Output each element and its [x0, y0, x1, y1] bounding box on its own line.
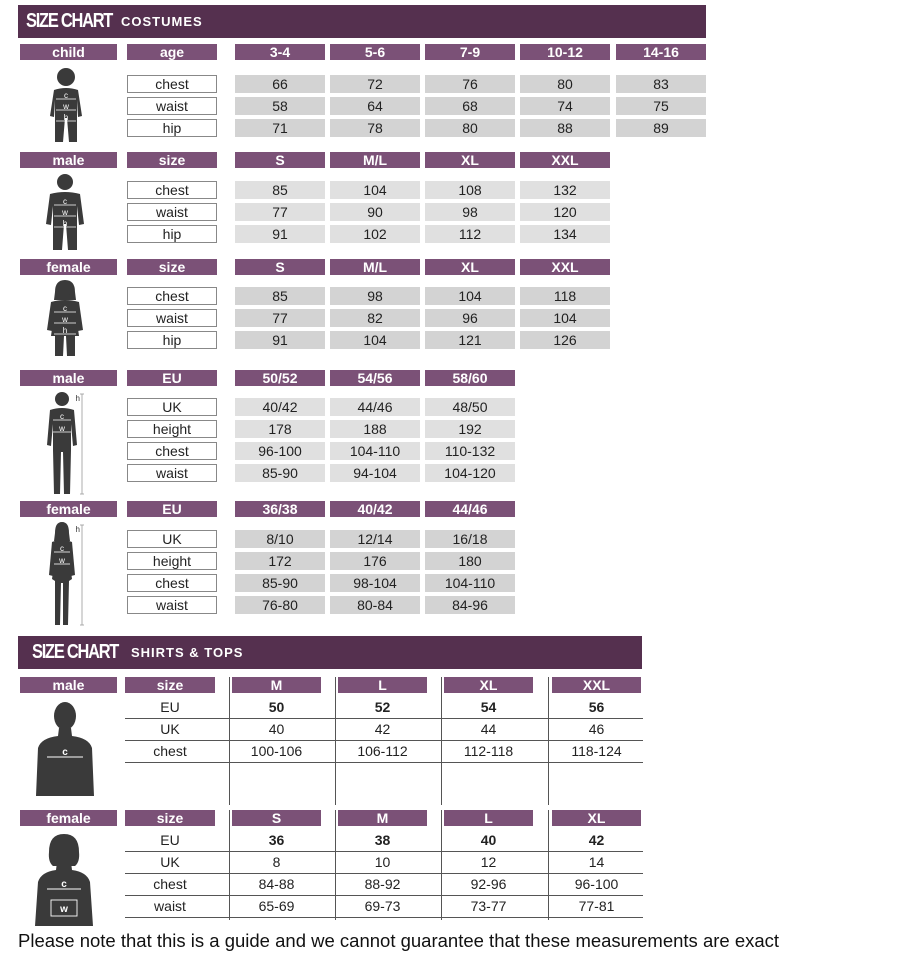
value-cell: 104	[330, 331, 420, 349]
value-cell: 66	[235, 75, 325, 93]
size-header: XXL	[520, 259, 610, 275]
value-cell: 91	[235, 225, 325, 243]
child-figure-c: c	[64, 91, 68, 100]
value-cell: 112	[425, 225, 515, 243]
value-cell: 54	[480, 699, 497, 715]
size-header: XXL	[520, 152, 610, 168]
group-label: male	[20, 370, 117, 386]
value-cell: 12	[480, 854, 497, 870]
size-header: XL	[552, 810, 641, 826]
value-cell: 104	[520, 309, 610, 327]
male-figure-w: w	[62, 208, 68, 217]
row-label: hip	[127, 225, 217, 243]
value-cell: 96-100	[574, 876, 619, 892]
value-cell: 72	[330, 75, 420, 93]
female-figure-w: w	[62, 315, 68, 324]
value-cell: 71	[235, 119, 325, 137]
size-header: 58/60	[425, 370, 515, 386]
size-header: 14-16	[616, 44, 706, 60]
header-label: EU	[127, 501, 217, 517]
value-cell: 85-90	[235, 464, 325, 482]
value-cell: 12/14	[330, 530, 420, 548]
row-label: height	[127, 420, 217, 438]
value-cell: 8	[272, 854, 281, 870]
value-cell: 89	[616, 119, 706, 137]
size-header: L	[338, 677, 427, 693]
header-label: size	[127, 152, 217, 168]
row-label: waist	[127, 97, 217, 115]
value-cell: 94-104	[330, 464, 420, 482]
value-cell: 46	[588, 721, 605, 737]
value-cell: 80	[425, 119, 515, 137]
value-cell: 64	[330, 97, 420, 115]
value-cell: 76	[425, 75, 515, 93]
size-header: 54/56	[330, 370, 420, 386]
column-divider	[548, 677, 549, 805]
shirts-female-figure-icon	[33, 832, 95, 926]
value-cell: 38	[374, 832, 391, 848]
male-full-figure-icon	[44, 390, 86, 496]
value-cell: 90	[330, 203, 420, 221]
value-cell: 85	[235, 181, 325, 199]
value-cell: 178	[235, 420, 325, 438]
header-label: size	[125, 810, 215, 826]
value-cell: 69-73	[364, 898, 401, 914]
value-cell: 106-112	[357, 743, 408, 759]
size-header: 3-4	[235, 44, 325, 60]
row-label: EU	[160, 699, 180, 715]
size-header: M	[338, 810, 427, 826]
row-label: chest	[127, 75, 217, 93]
value-cell: 56	[588, 699, 605, 715]
row-label: waist	[127, 309, 217, 327]
header-label: size	[125, 677, 215, 693]
value-cell: 80-84	[330, 596, 420, 614]
size-header: 7-9	[425, 44, 515, 60]
group-label: male	[20, 152, 117, 168]
column-divider	[548, 810, 549, 920]
value-cell: 40	[268, 721, 285, 737]
size-header: 10-12	[520, 44, 610, 60]
value-cell: 42	[588, 832, 605, 848]
value-cell: 82	[330, 309, 420, 327]
row-divider	[125, 917, 643, 918]
row-label: height	[127, 552, 217, 570]
row-label: chest	[127, 287, 217, 305]
column-divider	[335, 677, 336, 805]
value-cell: 92-96	[470, 876, 507, 892]
value-cell: 104-110	[330, 442, 420, 460]
size-header: 36/38	[235, 501, 325, 517]
value-cell: 132	[520, 181, 610, 199]
value-cell: 110-132	[425, 442, 515, 460]
row-label: EU	[160, 832, 180, 848]
value-cell: 84-96	[425, 596, 515, 614]
value-cell: 77-81	[578, 898, 615, 914]
shirts-male-figure-c: c	[62, 747, 68, 758]
size-header: 5-6	[330, 44, 420, 60]
group-label: child	[20, 44, 117, 60]
value-cell: 121	[425, 331, 515, 349]
value-cell: 68	[425, 97, 515, 115]
value-cell: 104-110	[425, 574, 515, 592]
size-header: S	[232, 810, 321, 826]
size-header: XL	[425, 152, 515, 168]
value-cell: 42	[374, 721, 391, 737]
row-label: UK	[160, 721, 180, 737]
female-figure-icon	[42, 278, 88, 358]
male-figure-icon	[42, 172, 88, 252]
disclaimer-note: Please note that this is a guide and we cannot guarantee that these measurements are exact	[18, 930, 780, 951]
value-cell: 52	[374, 699, 391, 715]
value-cell: 96-100	[235, 442, 325, 460]
costumes-banner	[18, 5, 706, 38]
header-label: EU	[127, 370, 217, 386]
column-divider	[229, 677, 230, 805]
value-cell: 50	[268, 699, 285, 715]
value-cell: 118-124	[571, 743, 622, 759]
value-cell: 58	[235, 97, 325, 115]
value-cell: 40/42	[235, 398, 325, 416]
size-header: 44/46	[425, 501, 515, 517]
column-divider	[229, 810, 230, 920]
male-full-figure-h: h	[75, 394, 80, 403]
value-cell: 108	[425, 181, 515, 199]
value-cell: 65-69	[258, 898, 295, 914]
size-header: L	[444, 810, 533, 826]
row-label: UK	[127, 530, 217, 548]
value-cell: 176	[330, 552, 420, 570]
value-cell: 120	[520, 203, 610, 221]
shirts-female-figure-w: w	[60, 904, 68, 915]
header-label: age	[127, 44, 217, 60]
row-label: UK	[160, 854, 180, 870]
value-cell: 85	[235, 287, 325, 305]
row-label: hip	[127, 331, 217, 349]
value-cell: 192	[425, 420, 515, 438]
shirts-banner-subtitle: SHIRTS & TOPS	[131, 645, 244, 660]
value-cell: 10	[374, 854, 391, 870]
header-label: size	[127, 259, 217, 275]
child-figure-h: h	[63, 113, 69, 122]
female-full-figure-h: h	[75, 525, 80, 534]
row-label: waist	[154, 898, 186, 914]
value-cell: 188	[330, 420, 420, 438]
row-label: waist	[127, 203, 217, 221]
value-cell: 80	[520, 75, 610, 93]
shirts-female-figure-c: c	[61, 879, 67, 890]
value-cell: 126	[520, 331, 610, 349]
size-header: XXL	[552, 677, 641, 693]
value-cell: 83	[616, 75, 706, 93]
value-cell: 14	[588, 854, 605, 870]
group-label: female	[20, 501, 117, 517]
female-full-figure-c: c	[60, 544, 64, 553]
value-cell: 91	[235, 331, 325, 349]
row-label: chest	[127, 574, 217, 592]
row-divider	[125, 762, 643, 763]
value-cell: 75	[616, 97, 706, 115]
row-label: chest	[153, 743, 187, 759]
size-header: M/L	[330, 259, 420, 275]
value-cell: 104	[425, 287, 515, 305]
child-figure-w: w	[63, 102, 69, 111]
value-cell: 98-104	[330, 574, 420, 592]
row-label: waist	[127, 596, 217, 614]
column-divider	[335, 810, 336, 920]
value-cell: 104	[330, 181, 420, 199]
group-label: female	[20, 810, 117, 826]
group-label: female	[20, 259, 117, 275]
male-figure-c: c	[63, 197, 67, 206]
shirts-banner-title: SIZE CHART	[32, 641, 119, 663]
value-cell: 112-118	[463, 743, 514, 759]
column-divider	[441, 677, 442, 805]
value-cell: 78	[330, 119, 420, 137]
female-full-figure-w: w	[59, 556, 65, 565]
shirts-male-figure-icon	[35, 700, 95, 796]
group-label: male	[20, 677, 117, 693]
costumes-banner-subtitle: COSTUMES	[121, 14, 203, 29]
value-cell: 40	[480, 832, 497, 848]
value-cell: 74	[520, 97, 610, 115]
value-cell: 77	[235, 309, 325, 327]
value-cell: 44	[480, 721, 497, 737]
male-figure-h: h	[62, 219, 68, 228]
size-header: XL	[444, 677, 533, 693]
female-figure-c: c	[63, 304, 67, 313]
size-header: XL	[425, 259, 515, 275]
value-cell: 104-120	[425, 464, 515, 482]
male-full-figure-c: c	[60, 412, 64, 421]
value-cell: 180	[425, 552, 515, 570]
child-figure-icon	[44, 66, 88, 144]
male-full-figure-w: w	[59, 424, 65, 433]
size-header: S	[235, 259, 325, 275]
row-label: UK	[127, 398, 217, 416]
value-cell: 98	[330, 287, 420, 305]
size-header: S	[235, 152, 325, 168]
row-label: chest	[127, 442, 217, 460]
value-cell: 48/50	[425, 398, 515, 416]
value-cell: 73-77	[470, 898, 507, 914]
female-full-figure-icon	[44, 521, 86, 627]
value-cell: 98	[425, 203, 515, 221]
value-cell: 96	[425, 309, 515, 327]
value-cell: 118	[520, 287, 610, 305]
value-cell: 100-106	[250, 743, 303, 759]
value-cell: 36	[268, 832, 285, 848]
column-divider	[441, 810, 442, 920]
value-cell: 8/10	[235, 530, 325, 548]
value-cell: 88-92	[364, 876, 401, 892]
value-cell: 134	[520, 225, 610, 243]
value-cell: 44/46	[330, 398, 420, 416]
shirts-banner	[18, 636, 642, 669]
value-cell: 76-80	[235, 596, 325, 614]
size-header: 50/52	[235, 370, 325, 386]
row-label: waist	[127, 464, 217, 482]
value-cell: 77	[235, 203, 325, 221]
row-label: hip	[127, 119, 217, 137]
row-label: chest	[153, 876, 187, 892]
value-cell: 16/18	[425, 530, 515, 548]
value-cell: 88	[520, 119, 610, 137]
value-cell: 84-88	[258, 876, 295, 892]
female-figure-h: h	[62, 326, 68, 335]
value-cell: 102	[330, 225, 420, 243]
size-header: 40/42	[330, 501, 420, 517]
size-header: M	[232, 677, 321, 693]
value-cell: 172	[235, 552, 325, 570]
value-cell: 85-90	[235, 574, 325, 592]
size-header: M/L	[330, 152, 420, 168]
costumes-banner-title: SIZE CHART	[26, 10, 113, 32]
row-label: chest	[127, 181, 217, 199]
